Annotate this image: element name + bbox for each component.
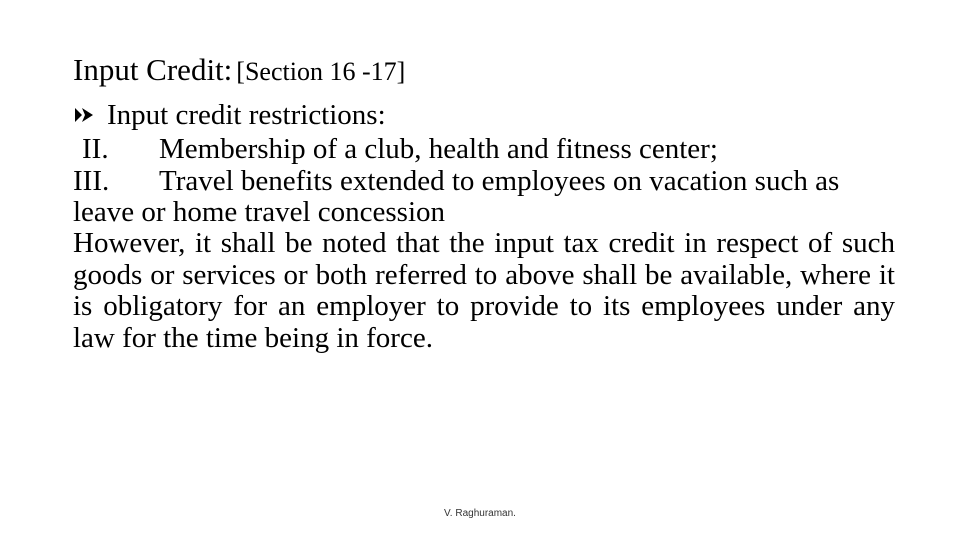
slide-body <box>73 98 895 354</box>
list-item <box>73 166 895 228</box>
footer-author: V. Raghuraman. <box>444 508 516 519</box>
slide-title <box>73 50 405 96</box>
list-item-text: Travel benefits extended to employees on vacation such as leave or home travel concession <box>73 165 840 228</box>
body-paragraph: However, it shall be noted that the input tax credit in respect of such goods or services or both referred to above shall be available, where it is obligatory for an employer to provide to its employees under any law for the time being in force. <box>73 227 895 354</box>
bullet-heading <box>73 98 895 132</box>
bullet-text: Input credit restrictions: <box>107 99 386 131</box>
list-item <box>73 132 895 166</box>
list-numeral: III. <box>73 165 110 197</box>
list-numeral: II. <box>82 133 109 165</box>
title-main: Input Credit: <box>73 52 233 87</box>
arrow-right-icon <box>73 104 95 126</box>
list-item-text: Membership of a club, health and fitness center; <box>159 133 718 165</box>
title-section-ref: [Section 16 -17] <box>236 57 406 86</box>
